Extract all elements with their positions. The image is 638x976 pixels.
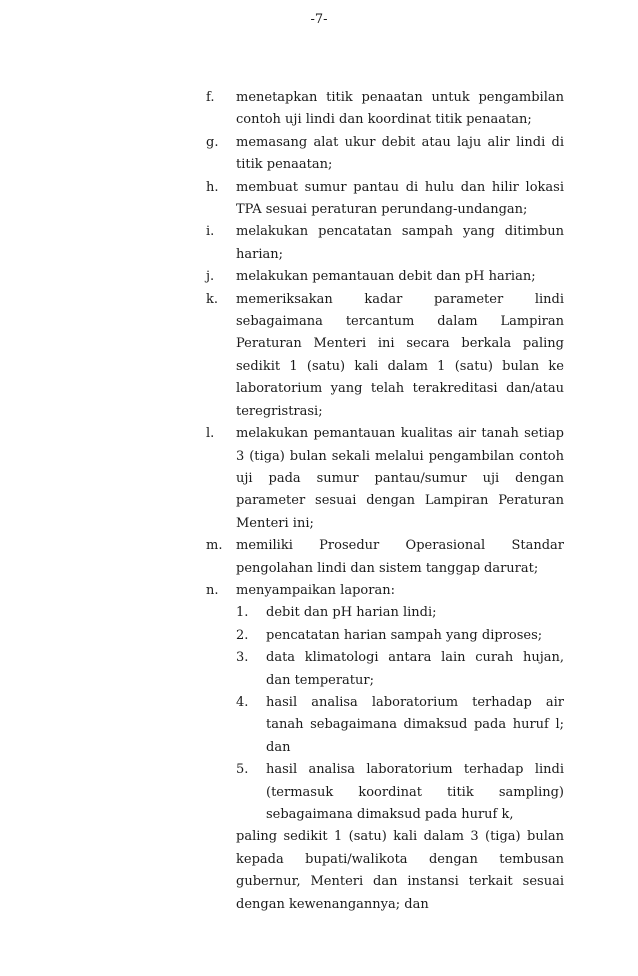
sub-item-text: hasil analisa laboratorium terhadap lindi (termasuk koordinat titik sampling) sebagaimana dimaksud pada huruf k, [266, 762, 564, 822]
item-text: membuat sumur pantau di hulu dan hilir lokasi TPA sesuai peraturan perundang-undangan; [236, 179, 564, 218]
item-letter: f. [206, 90, 215, 105]
list-item-h [206, 177, 564, 222]
item-text: melakukan pemantauan debit dan pH harian; [236, 269, 536, 285]
sub-item-3 [236, 647, 564, 692]
sub-item-2 [236, 625, 564, 647]
list-item-n [206, 580, 564, 602]
item-text: memeriksakan kadar parameter lindi sebagaimana tercantum dalam Lampiran Peraturan Menteri ini secara berkala paling sedikit 1 (satu) kali dalam 1 (satu) bulan ke laboratorium yang telah terakreditasi dan/atau teregristrasi; [236, 291, 564, 419]
list-item-m [206, 535, 564, 580]
item-text: memiliki Prosedur Operasional Standar pengolahan lindi dan sistem tanggap darurat; [236, 538, 564, 576]
list-item-f [206, 87, 564, 132]
item-letter: m. [206, 538, 223, 554]
sub-item-text: debit dan pH harian lindi; [266, 605, 437, 621]
item-letter: j. [206, 269, 215, 285]
item-letter: k. [206, 291, 219, 307]
item-letter: l. [206, 426, 215, 442]
sub-item-number: 2. [236, 627, 249, 643]
list-item-g [206, 132, 564, 177]
list-item-l [206, 423, 564, 535]
list-item-k [206, 289, 564, 423]
page-number: -7- [310, 12, 328, 27]
item-text: menetapkan titik penaatan untuk pengambilan contoh uji lindi dan koordinat titik penaatan; [236, 90, 564, 128]
sub-item-5 [236, 759, 564, 826]
sub-item-1 [236, 602, 564, 624]
item-letter: n. [206, 582, 219, 598]
item-letter: h. [206, 179, 219, 195]
item-letter: i. [206, 224, 215, 240]
closing-paragraph: paling sedikit 1 (satu) kali dalam 3 (tiga) bulan kepada bupati/walikota dengan tembusan gubernur, Menteri dan instansi terkait sesuai dengan kewenangannya; dan [236, 829, 564, 912]
sub-item-text: hasil analisa laboratorium terhadap air tanah sebagaimana dimaksud pada huruf l; dan [266, 694, 564, 755]
item-text: menyampaikan laporan: [236, 582, 395, 598]
item-letter: g. [206, 134, 219, 150]
sub-item-number: 1. [236, 605, 249, 621]
item-text: melakukan pemantauan kualitas air tanah setiap 3 (tiga) bulan sekali melalui pengambilan contoh uji pada sumur pantau/sumur uji dengan parameter sesuai dengan Lampiran Peraturan Menteri ini; [236, 426, 564, 531]
list-item-i [206, 221, 564, 266]
sub-item-number: 3. [236, 650, 249, 666]
item-text: memasang alat ukur debit atau laju alir lindi di titik penaatan; [236, 134, 564, 173]
item-text: melakukan pencatatan sampah yang ditimbun harian; [236, 224, 564, 262]
sub-item-number: 4. [236, 694, 249, 710]
sub-item-text: pencatatan harian sampah yang diproses; [266, 627, 543, 643]
document-body [206, 87, 564, 916]
sub-item-number: 5. [236, 762, 249, 778]
list-item-j [206, 266, 564, 288]
sub-item-text: data klimatologi antara lain curah hujan, dan temperatur; [266, 650, 564, 688]
sub-item-4 [236, 692, 564, 759]
